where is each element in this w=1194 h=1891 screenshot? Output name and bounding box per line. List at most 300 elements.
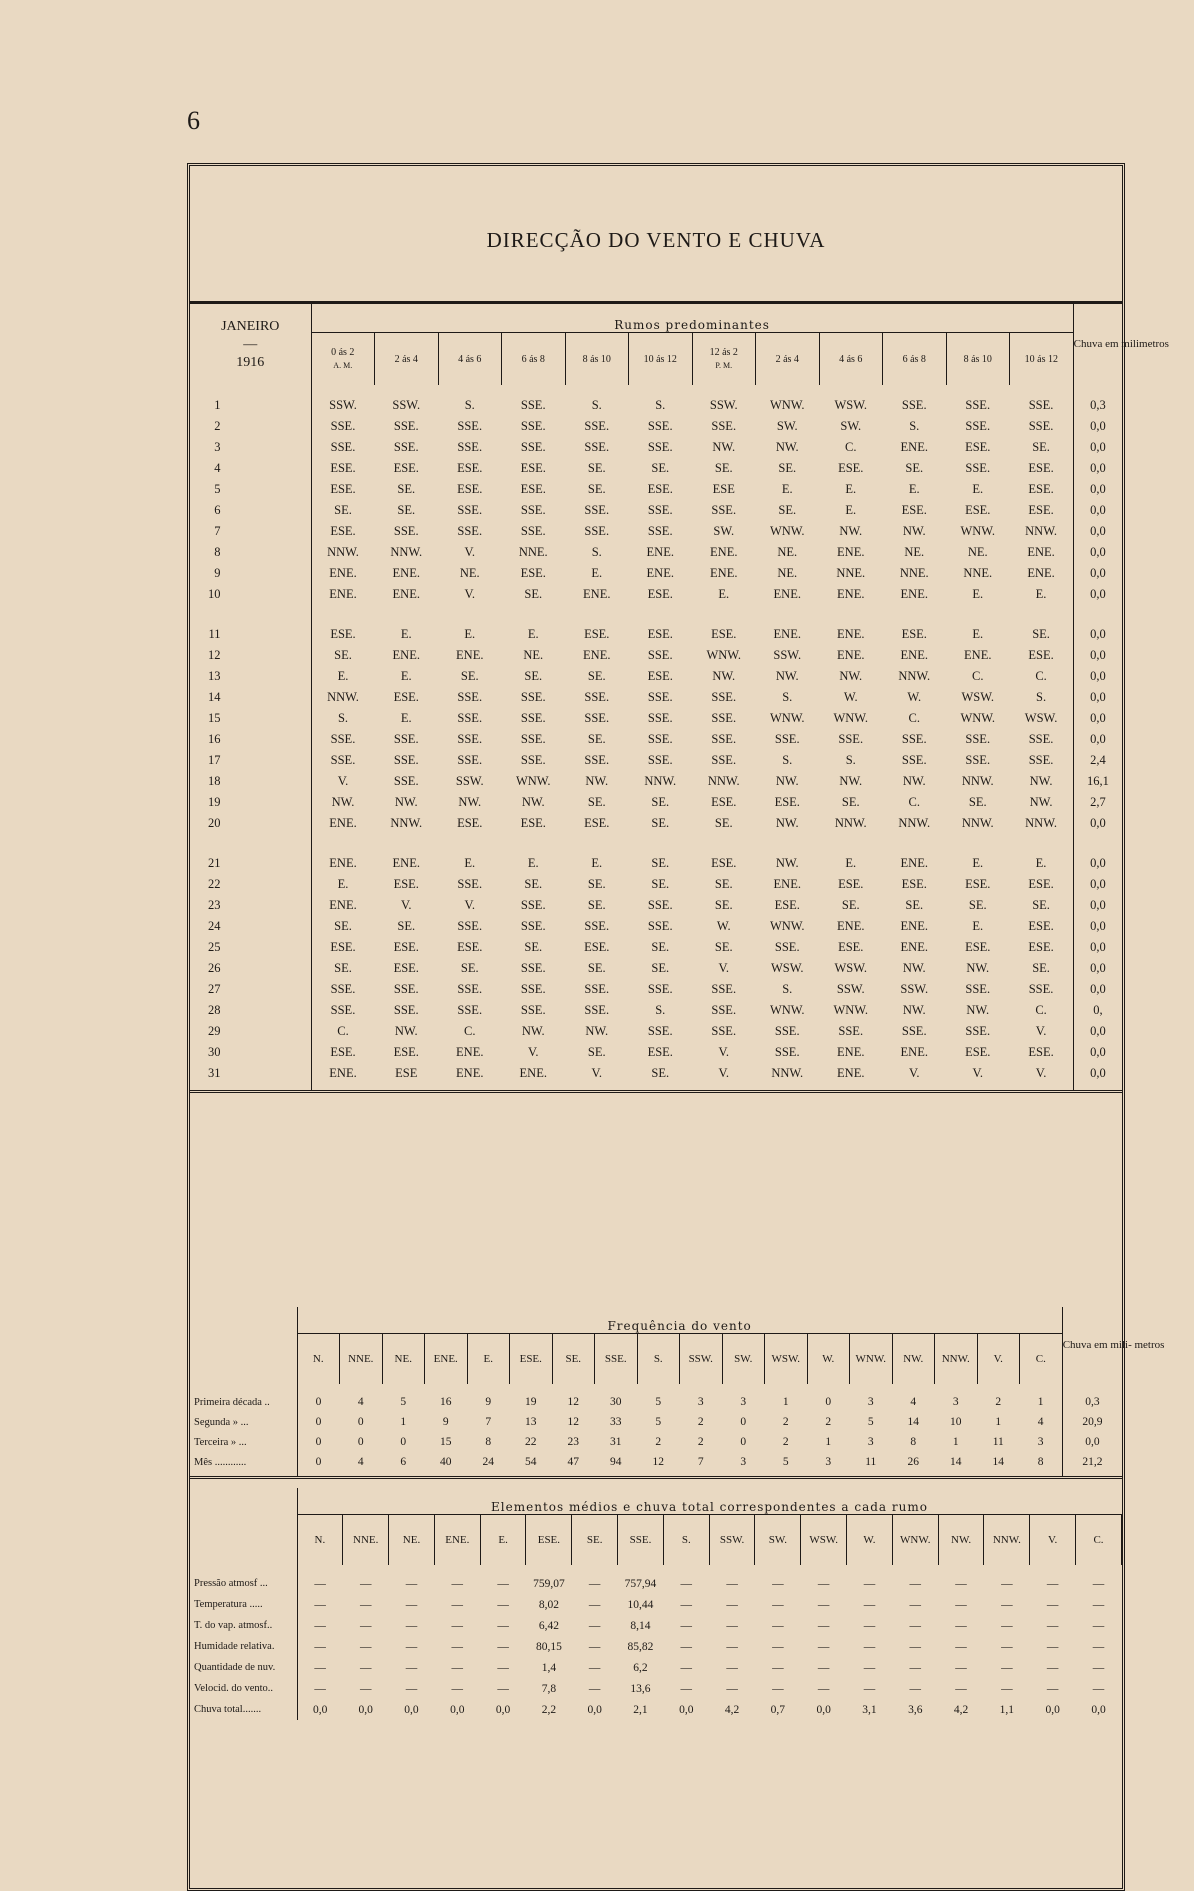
table-row [190,1615,1122,1636]
element-cell: — [1046,1619,1059,1632]
element-cell: — [359,1682,372,1695]
frequency-cell: 94 [595,1452,638,1478]
direction-cell: SSE. [330,732,356,746]
table-row [190,542,1122,563]
direction-cell: ENE. [392,566,420,580]
element-cell: — [359,1619,372,1632]
time-header [629,333,693,386]
element-cell: — [359,1661,372,1674]
rain-cell: 0,0 [1073,1063,1122,1092]
time-header [1010,333,1074,386]
direction-cell: NNW. [390,816,423,830]
direction-cell: SSE. [520,419,546,433]
frequency-cell: 0 [297,1452,340,1478]
rain-cell: 0,0 [1073,563,1122,584]
direction-cell: NNW. [834,816,867,830]
element-cell: — [955,1577,967,1590]
direction-cell: SE. [1032,898,1050,912]
frequency-cell: 30 [610,1396,622,1408]
frequency-cell: 0 [357,1416,364,1428]
direction-cell: V. [1035,1024,1047,1038]
time-label: 8 ás 10 [582,353,611,365]
direction-header: E. [480,1515,526,1566]
direction-cell: ENE. [900,856,928,870]
element-cell: 8,02 [538,1598,559,1611]
direction-cell: SE. [629,1063,693,1092]
row-label: Terceira » ... [190,1432,297,1452]
direction-cell: SE. [714,816,733,830]
direction-cell: ESE [375,1063,439,1092]
direction-cell: SE. [460,669,479,683]
element-cell: — [772,1661,784,1674]
time-header [375,333,439,386]
direction-cell: NW. [902,1003,926,1017]
direction-header: S. [637,1334,680,1385]
direction-cell: SE. [334,919,352,933]
direction-header: NNW. [935,1334,978,1385]
frequency-cell: 3 [697,1396,704,1408]
direction-cell: ESE. [1028,482,1054,496]
direction-cell: V. [718,1045,730,1059]
table-row [190,1063,1122,1092]
direction-cell: SE. [460,961,479,975]
element-cell: — [405,1577,418,1590]
direction-cell: WSW. [834,398,868,412]
direction-cell: SE. [334,648,352,662]
rain-cell: 0,0 [1073,729,1122,750]
direction-cell: SE. [587,795,606,809]
direction-cell: NW. [902,961,926,975]
table-row [190,458,1122,479]
direction-cell: SSE. [901,732,927,746]
direction-cell: SW. [840,419,862,433]
table-row [190,1021,1122,1042]
direction-cell: NW. [902,524,926,538]
day-cell: 5 [190,479,311,500]
element-cell: 0,0 [1045,1703,1060,1716]
direction-cell: V. [400,898,412,912]
direction-cell: SSE. [965,398,991,412]
frequency-cell: 7 [485,1416,492,1428]
element-cell: — [817,1661,830,1674]
element-cell: — [955,1619,967,1632]
frequency-cell: 5 [655,1396,662,1408]
direction-cell: E. [1035,856,1047,870]
row-label: Temperatura ..... [190,1594,297,1615]
table-row [190,1565,1122,1594]
direction-cell: E. [972,856,984,870]
direction-cell: SSE. [584,711,610,725]
direction-cell: ENE. [456,1045,484,1059]
direction-cell: NNE. [899,566,929,580]
direction-cell: SSE. [774,1045,800,1059]
direction-cell: ESE. [647,669,673,683]
direction-cell: S. [591,398,602,412]
day-cell: 31 [190,1063,311,1092]
direction-cell: C. [1035,1003,1047,1017]
direction-cell: S. [655,1003,666,1017]
direction-cell: SSW. [900,982,929,996]
element-cell: — [1001,1682,1013,1695]
direction-cell: SSE. [711,1003,737,1017]
direction-cell: WNW. [769,398,805,412]
direction-cell: SSE. [1028,982,1054,996]
direction-cell: WNW. [769,524,805,538]
direction-cell: SSE. [647,919,673,933]
direction-cell: S. [782,982,793,996]
day-cell: 11 [190,605,311,645]
direction-cell: SE. [524,940,543,954]
direction-cell: SSE. [584,919,610,933]
rain-cell: 2,7 [1073,792,1122,813]
day-cell: 19 [190,792,311,813]
direction-cell: ESE. [393,461,419,475]
direction-cell: SSE. [457,690,483,704]
frequency-cell: 13 [525,1416,537,1428]
row-label: Mês ............ [190,1452,297,1478]
direction-cell: SSE. [520,1003,546,1017]
frequency-cell: 4 [340,1452,383,1478]
direction-cell: E. [527,856,539,870]
page-title: DIRECÇÃO DO VENTO E CHUVA [486,228,826,252]
direction-cell: SSE. [330,753,356,767]
direction-cell: SE. [587,461,606,475]
direction-cell: SSE. [647,753,673,767]
element-cell: — [1001,1640,1013,1653]
direction-cell: NNW. [756,1063,820,1092]
direction-cell: E. [337,669,349,683]
direction-header: ESE. [510,1334,553,1385]
frequency-cell: 1 [952,1436,959,1448]
element-cell: — [772,1619,784,1632]
direction-cell: ENE. [900,940,928,954]
direction-cell: ENE. [329,856,357,870]
direction-cell: SSE. [711,690,737,704]
direction-cell: WNW. [960,524,996,538]
table-row [190,1452,1122,1478]
table-row [190,1594,1122,1615]
direction-cell: SSE. [457,919,483,933]
direction-cell: NW. [839,774,863,788]
direction-cell: SSE. [965,461,991,475]
element-cell: — [680,1577,693,1590]
table-row [190,895,1122,916]
day-cell: 30 [190,1042,311,1063]
frequency-cell: 1 [825,1436,832,1448]
day-cell: 12 [190,645,311,666]
direction-cell: ENE. [837,545,865,559]
direction-cell: S. [909,419,920,433]
direction-cell: NNW. [327,545,359,559]
direction-cell: ESE. [330,940,356,954]
row-label: Pressão atmosf ... [190,1565,297,1594]
direction-cell: E. [972,627,984,641]
direction-cell: WNW. [706,648,742,662]
time-label: 6 ás 8 [521,353,545,365]
element-cell: — [359,1640,372,1653]
element-cell: — [1046,1598,1059,1611]
direction-cell: ENE. [502,1063,566,1092]
elements-header: Elementos médios e chuva total correspondentes a cada rumo [297,1488,1122,1515]
table-row [190,750,1122,771]
direction-cell: E. [400,711,412,725]
frequency-cell: 5 [400,1396,407,1408]
direction-cell: SSE. [520,898,546,912]
direction-cell: SSE. [965,753,991,767]
direction-cell: NNW. [707,774,740,788]
element-cell: — [772,1577,784,1590]
element-cell: 6,2 [633,1661,648,1674]
direction-cell: ESE. [901,503,927,517]
direction-cell: ESE. [457,816,483,830]
direction-cell: SSE. [457,982,483,996]
element-cell: 759,07 [533,1577,565,1590]
direction-cell: NW. [839,669,863,683]
direction-cell: SSE. [584,503,610,517]
direction-cell: C. [845,440,857,454]
frequency-cell: 0 [400,1436,407,1448]
direction-cell: ESE. [774,898,800,912]
direction-cell: ENE. [900,587,928,601]
month-label: JANEIRO [221,318,280,334]
direction-cell: ESE. [1028,503,1054,517]
table-row [190,1412,1122,1432]
element-cell: — [909,1577,921,1590]
direction-cell: SE. [587,482,606,496]
direction-cell: C. [908,711,920,725]
day-cell: 27 [190,979,311,1000]
direction-cell: E. [908,482,920,496]
direction-cell: ENE. [311,1063,375,1092]
direction-cell: SSE. [520,503,546,517]
direction-cell: V. [718,961,730,975]
direction-cell: WSW. [770,961,804,975]
direction-cell: S. [845,753,856,767]
direction-cell: ESE. [393,1045,419,1059]
direction-cell: NW. [1029,774,1053,788]
element-cell: — [588,1661,601,1674]
direction-cell: SE. [587,898,606,912]
direction-cell: ESE. [457,940,483,954]
element-cell: — [451,1661,464,1674]
direction-cell: ESE. [711,627,737,641]
direction-cell: ENE. [837,1045,865,1059]
direction-cell: ENE. [392,648,420,662]
direction-cell: SW. [713,524,735,538]
direction-cell: NW. [839,524,863,538]
frequency-cell: 8 [1020,1452,1063,1478]
element-cell: — [497,1682,509,1695]
frequency-cell: 9 [485,1396,492,1408]
direction-cell: SSE. [838,732,864,746]
direction-cell: ENE. [329,816,357,830]
direction-cell: SSE. [584,419,610,433]
direction-header: SSE. [618,1515,664,1566]
table-row [190,1678,1122,1699]
direction-cell: S. [782,753,793,767]
element-cell: — [588,1619,601,1632]
day-cell: 3 [190,437,311,458]
direction-cell: C. [908,795,920,809]
table-row [190,500,1122,521]
element-cell: 0,0 [587,1703,602,1716]
frequency-cell: 15 [440,1436,452,1448]
predominant-directions-header: Rumos predominantes [311,304,1073,333]
direction-cell: SSE. [965,419,991,433]
direction-header: C. [1076,1515,1122,1566]
element-cell: — [863,1619,876,1632]
element-cell: — [817,1682,830,1695]
direction-cell: ENE. [837,587,865,601]
direction-cell: E. [781,482,793,496]
element-cell: 85,82 [627,1640,654,1653]
element-cell: — [1092,1682,1105,1695]
frequency-cell: 12 [637,1452,680,1478]
direction-cell: V. [692,1063,756,1092]
rain-cell: 0,0 [1073,937,1122,958]
direction-cell: NNW. [390,545,423,559]
rain-cell: 16,1 [1073,771,1122,792]
direction-cell: V. [883,1063,947,1092]
direction-cell: SSE. [457,711,483,725]
direction-cell: ESE. [330,482,356,496]
rain-cell: 0,0 [1062,1432,1122,1452]
direction-cell: SSE. [774,1024,800,1038]
direction-cell: NW. [394,1024,418,1038]
direction-cell: S. [591,545,602,559]
direction-cell: W. [907,690,922,704]
element-cell: 0,0 [358,1703,373,1716]
time-label: 8 ás 10 [963,353,992,365]
direction-cell: SSE. [520,398,546,412]
element-cell: — [451,1598,464,1611]
element-cell: 2,2 [541,1703,557,1716]
direction-cell: WSW. [961,690,995,704]
element-cell: — [1001,1577,1013,1590]
direction-cell: NNW. [898,816,931,830]
direction-header: WNW. [892,1515,938,1566]
direction-cell: SSE. [774,940,800,954]
element-cell: 0,0 [1091,1703,1106,1716]
table-row [190,771,1122,792]
rain-cell: 0,0 [1073,605,1122,645]
element-cell: — [680,1619,693,1632]
direction-cell: SE. [905,461,924,475]
direction-cell: SSE. [393,440,419,454]
element-cell: — [726,1661,738,1674]
direction-cell: SSE. [711,753,737,767]
time-header [692,333,756,386]
direction-cell: SSE. [584,440,610,454]
element-cell: — [497,1598,509,1611]
frequency-cell: 8 [910,1436,917,1448]
direction-cell: ESE. [965,940,991,954]
day-cell: 8 [190,542,311,563]
direction-cell: WNW. [769,1003,805,1017]
table-row [190,979,1122,1000]
direction-header: S. [663,1515,709,1566]
time-label: 2 ás 4 [775,353,799,365]
direction-cell: WNW. [769,711,805,725]
direction-cell: SE. [651,856,670,870]
direction-cell: NW. [775,774,799,788]
direction-cell: SSE. [1028,398,1054,412]
frequency-cell: 2 [995,1396,1002,1408]
direction-cell: NNE. [518,545,548,559]
time-label: 12 ás 2 [709,347,738,358]
direction-header: SSW. [680,1334,723,1385]
table-row [190,708,1122,729]
element-cell: 0,0 [495,1703,511,1716]
direction-cell: SSE. [901,753,927,767]
direction-cell: V. [464,587,476,601]
direction-cell: SE. [397,503,416,517]
time-label: 10 ás 12 [643,353,677,365]
direction-cell: E. [337,877,349,891]
direction-header: SSE. [595,1334,638,1385]
direction-cell: SSE. [584,690,610,704]
direction-header: NW. [892,1334,935,1385]
day-cell: 18 [190,771,311,792]
direction-cell: SSE. [647,524,673,538]
direction-cell: WNW. [833,1003,869,1017]
direction-cell: ENE. [964,648,992,662]
element-cell: — [1092,1640,1105,1653]
direction-cell: SW. [776,419,798,433]
direction-cell: SSE. [647,503,673,517]
direction-cell: WNW. [833,711,869,725]
direction-cell: SSE. [330,440,356,454]
element-cell: — [588,1682,601,1695]
element-cell: — [726,1598,738,1611]
table-row [190,729,1122,750]
direction-cell: ESE. [711,795,737,809]
direction-cell: SSE. [647,440,673,454]
day-cell: 24 [190,916,311,937]
frequency-cell: 0 [315,1416,322,1428]
day-cell: 7 [190,521,311,542]
day-cell: 16 [190,729,311,750]
month-divider: — [243,336,258,352]
element-cell: — [680,1661,693,1674]
row-label: Primeira década .. [190,1384,297,1412]
direction-cell: SE. [968,795,987,809]
direction-cell: NNW. [1025,816,1057,830]
element-cell: 8,14 [630,1619,651,1632]
direction-cell: SSE. [1028,419,1054,433]
element-cell: 3,6 [908,1703,923,1716]
direction-header: C. [1020,1334,1063,1385]
direction-cell: SSW. [836,982,865,996]
table-row [190,479,1122,500]
direction-header: SW. [722,1334,765,1385]
time-header [883,333,947,386]
rain-cell: 0,0 [1073,1021,1122,1042]
direction-cell: S. [782,690,793,704]
element-cell: — [451,1577,464,1590]
row-label: Segunda » ... [190,1412,297,1432]
direction-cell: ESE. [711,856,737,870]
day-cell: 29 [190,1021,311,1042]
frequency-cell: 12 [567,1396,579,1408]
direction-cell: C. [464,1024,476,1038]
direction-cell: SE. [905,898,924,912]
direction-cell: SSE. [1028,732,1054,746]
element-cell: — [497,1577,509,1590]
direction-cell: WNW. [769,919,805,933]
element-cell: — [1092,1661,1105,1674]
element-cell: — [680,1682,693,1695]
